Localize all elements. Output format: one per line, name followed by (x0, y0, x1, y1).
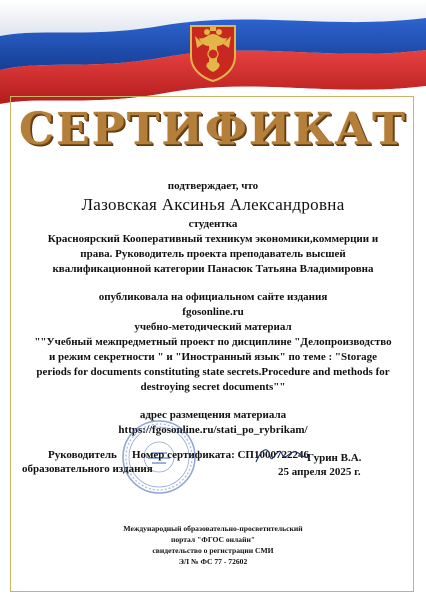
confirms-text: подтверждает, что (167, 180, 259, 192)
organization-line-2: права. Руководитель проекта преподаватель высшей (80, 248, 346, 260)
material-title-line-2: и режим секретности " и "Иностранный язык" по теме : "Storage (48, 351, 378, 363)
organization-line-1: Красноярский Кооперативный техникум экономики,коммерции и (47, 233, 379, 245)
organization-line-3: квалификационной категории Панасюк Татьяна Владимировна (52, 263, 374, 275)
footer-line-2: портал "ФГОС онлайн" (170, 535, 256, 544)
head-label-line-2: образовательного издания (22, 463, 153, 475)
head-label-line-1: Руководитель (48, 449, 117, 461)
published-on-text: опубликовала на официальном сайте издания (98, 291, 328, 303)
certificate-number: Номер сертификата: СП1000722246 (132, 449, 309, 461)
site-name: fgosonline.ru (182, 306, 244, 318)
material-title-line-1: ""Учебный межпредметный проект по дисциплине "Делопроизводство (34, 336, 392, 348)
certificate-date: 25 апреля 2025 г. (278, 466, 361, 478)
signature-mark (252, 440, 312, 470)
footer-line-1: Международный образовательно-просветительский (123, 524, 303, 533)
recipient-role: студентка (188, 218, 238, 230)
material-title-line-3: periods for documents constituting state secrets.Procedure and methods for (36, 366, 390, 378)
signer-name: Гурин В.А. (307, 452, 362, 464)
footer-line-4: ЭЛ № ФС 77 - 72602 (178, 557, 248, 566)
recipient-name: Лазовская Аксинья Александровна (81, 195, 345, 214)
address-url: https://fgosonline.ru/stati_po_rybrikam/ (118, 424, 308, 436)
material-title-line-4: destroying secret documents"" (140, 381, 286, 393)
double-headed-eagle-emblem (185, 18, 241, 82)
certificate-title: СЕРТИФИКАТ (19, 104, 407, 155)
material-type: учебно-методический материал (134, 321, 292, 333)
address-label: адрес размещения материала (139, 409, 287, 421)
footer-line-3: свидетельство о регистрации СМИ (152, 546, 274, 555)
